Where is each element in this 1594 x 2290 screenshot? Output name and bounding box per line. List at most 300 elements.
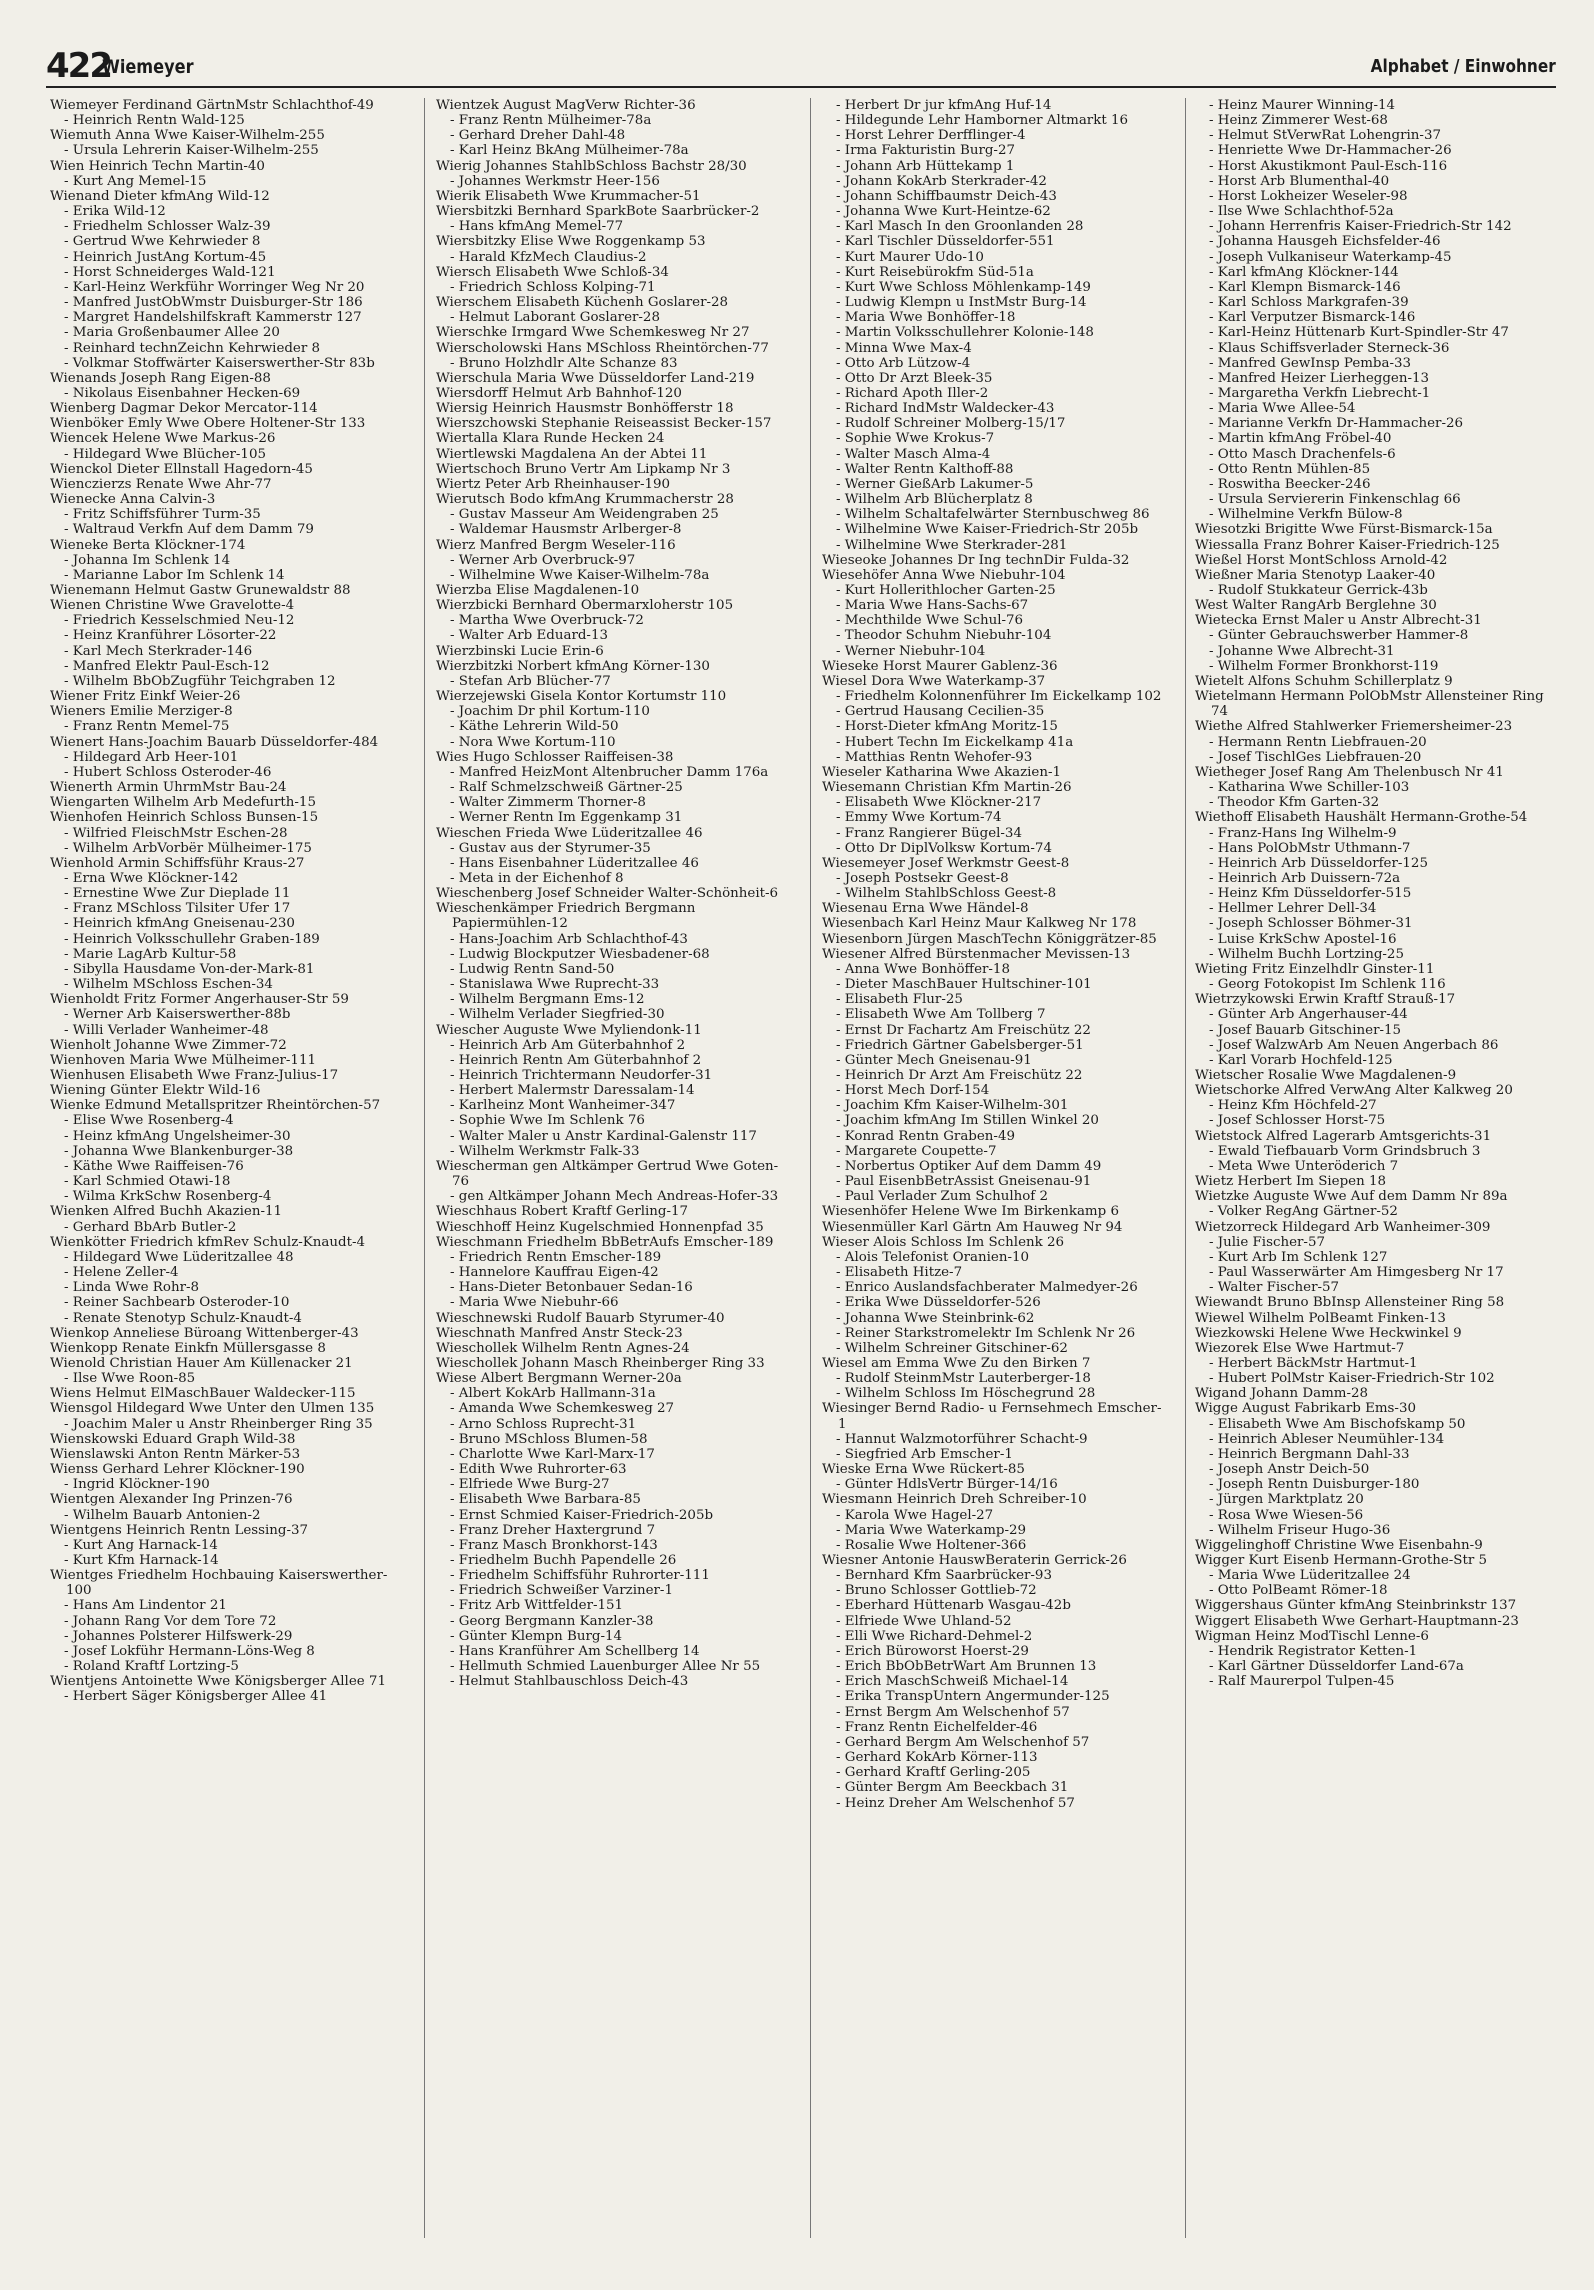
directory-entry: - Nora Wwe Kortum-110 [450, 734, 616, 750]
directory-entry: - Maria Wwe Allee-54 [1209, 401, 1356, 417]
directory-entry: Wiessalla Franz Bohrer Kaiser-Friedrich-125 [1195, 537, 1500, 553]
directory-entry: - Horst Akustikmont Paul-Esch-116 [1209, 158, 1448, 174]
directory-entry: Wietscher Rosalie Wwe Magdalenen-9 [1195, 1068, 1457, 1083]
directory-entry: - Kurt Wwe Schloss Möhlenkamp-149 [836, 279, 1091, 295]
directory-entry: - Otto PolBeamt Römer-18 [1209, 1583, 1388, 1599]
directory-entry: Wierzbicki Bernhard Obermarxloherstr 105 [436, 598, 734, 614]
directory-entry: - Heinrich Dr Arzt Am Freischütz 22 [836, 1068, 1083, 1083]
directory-entry: Wiertlewski Magdalena An der Abtei 11 [436, 446, 708, 462]
directory-entry: Wienslawski Anton Rentn Märker-53 [50, 1446, 301, 1462]
directory-entry: - Manfred Elektr Paul-Esch-12 [64, 658, 270, 674]
directory-entry: - Friedrich Kesselschmied Neu-12 [64, 613, 295, 629]
directory-entry: - Helene Zeller-4 [64, 1265, 179, 1281]
directory-entry: - Ilse Wwe Roon-85 [64, 1371, 196, 1387]
directory-entry: - Roland Kraftf Lortzing-5 [64, 1659, 239, 1675]
directory-entry: - Nikolaus Eisenbahner Hecken-69 [64, 385, 301, 401]
directory-entry: - Ludwig Blockputzer Wiesbadener-68 [450, 946, 710, 962]
directory-entry: Wienholdt Fritz Former Angerhauser-Str 59 [50, 992, 349, 1008]
directory-entry: - Werner Arb Overbruck-97 [450, 552, 636, 568]
directory-entry: - Günter HdlsVertr Bürger-14/16 [836, 1477, 1058, 1493]
directory-entry: - Hans kfmAng Memel-77 [450, 219, 624, 235]
directory-entry: Wiesener Alfred Bürstenmacher Mevissen-13 [822, 946, 1131, 962]
page-header [46, 46, 1556, 88]
directory-entry: - Erna Wwe Klöckner-142 [64, 870, 239, 886]
directory-entry: - Ralf Maurerpol Tulpen-45 [1209, 1674, 1395, 1690]
directory-entry: Wiertalla Klara Runde Hecken 24 [436, 431, 665, 447]
directory-entry: - Franz Dreher Haxtergrund 7 [450, 1522, 656, 1538]
directory-entry: Wiese Albert Bergmann Werner-20a [436, 1371, 682, 1387]
directory-entry: - Waltraud Verkfn Auf dem Damm 79 [64, 522, 314, 538]
directory-entry: - Charlotte Wwe Karl-Marx-17 [450, 1446, 655, 1462]
directory-entry: - Richard IndMstr Waldecker-43 [836, 401, 1055, 417]
directory-entry: - Hellmer Lehrer Dell-34 [1209, 901, 1377, 917]
directory-entry: - Karl kfmAng Klöckner-144 [1209, 264, 1399, 280]
directory-entry: - Paul Wasserwärter Am Himgesberg Nr 17 [1209, 1265, 1504, 1281]
directory-entry: - Kurt Reisebürokfm Süd-51a [836, 264, 1034, 280]
directory-entry: - Helmut Laborant Goslarer-28 [450, 310, 660, 326]
directory-entry: - Konrad Rentn Graben-49 [836, 1128, 1015, 1144]
directory-entry: - Maria Großenbaumer Allee 20 [64, 325, 280, 341]
directory-entry: - Erika Wild-12 [64, 204, 166, 220]
directory-entry: Wießner Maria Stenotyp Laaker-40 [1195, 567, 1436, 583]
directory-entry: - Friedhelm Schlosser Walz-39 [64, 219, 271, 235]
directory-entry: - Harald KfzMech Claudius-2 [450, 249, 647, 265]
directory-entry: - Johanna Wwe Steinbrink-62 [836, 1310, 1035, 1326]
directory-entry: - Elisabeth Wwe Am Tollberg 7 [836, 1007, 1046, 1023]
directory-entry: - Volker RegAng Gärtner-52 [1209, 1204, 1398, 1220]
directory-entry: - Gustav aus der Styrumer-35 [450, 840, 651, 856]
directory-column-1 [50, 98, 395, 2248]
directory-entry: - Otto Dr DiplVolksw Kortum-74 [836, 840, 1052, 856]
directory-entry: Wienke Edmund Metallspritzer Rheintörchen-57 [50, 1098, 381, 1114]
directory-entry: Wienböker Emly Wwe Obere Holtener-Str 133 [50, 416, 366, 432]
directory-entry: - Alois Telefonist Oranien-10 [836, 1249, 1030, 1265]
directory-entry: - Elise Wwe Rosenberg-4 [64, 1113, 234, 1129]
directory-entry: Wienskowski Eduard Graph Wild-38 [50, 1431, 296, 1447]
directory-entry: - Ernst Bergm Am Welschenhof 57 [836, 1704, 1070, 1720]
directory-entry: Wientzek August MagVerw Richter-36 [436, 98, 696, 113]
directory-entry: - Elli Wwe Richard-Dehmel-2 [836, 1628, 1033, 1644]
directory-entry: Wiensgol Hildegard Wwe Unter den Ulmen 135 [50, 1401, 375, 1417]
directory-entry: - Wilhelm Schloss Im Höschegrund 28 [836, 1386, 1096, 1402]
directory-entry: - Norbertus Optiker Auf dem Damm 49 [836, 1158, 1102, 1174]
directory-entry: Wierz Manfred Bergm Weseler-116 [436, 537, 676, 553]
directory-entry: - Heinz Zimmerer West-68 [1209, 113, 1388, 129]
directory-entry: Wietzorreck Hildegard Arb Wanheimer-309 [1195, 1219, 1491, 1235]
directory-entry: - Horst-Dieter kfmAng Moritz-15 [836, 719, 1058, 735]
directory-entry: - Joseph Vulkaniseur Waterkamp-45 [1209, 249, 1452, 265]
directory-entry: - Kurt Ang Memel-15 [64, 173, 207, 189]
directory-entry: - Rosa Wwe Wiesen-56 [1209, 1507, 1364, 1523]
directory-entry: - Franz-Hans Ing Wilhelm-9 [1209, 825, 1397, 841]
directory-entry: - Horst Schneiderges Wald-121 [64, 264, 276, 280]
directory-entry: - Friedrich Schloss Kolping-71 [450, 279, 656, 295]
directory-entry: - Friedrich Schweißer Varziner-1 [450, 1583, 673, 1599]
directory-entry: Wienands Joseph Rang Eigen-88 [50, 370, 271, 386]
directory-entry: - Maria Wwe Hans-Sachs-67 [836, 598, 1029, 614]
directory-entry: - Fritz Schiffsführer Turm-35 [64, 507, 261, 523]
directory-entry: - Margret Handelshilfskraft Kammerstr 127 [64, 310, 362, 326]
directory-entry: - Ilse Wwe Schlachthof-52a [1209, 204, 1394, 220]
directory-entry: West Walter RangArb Berglehne 30 [1195, 598, 1437, 614]
directory-entry: Wieschmann Friedhelm BbBetrAufs Emscher-189 [436, 1234, 774, 1250]
directory-entry: Wiemuth Anna Wwe Kaiser-Wilhelm-255 [50, 128, 325, 144]
directory-entry: - Käthe Wwe Raiffeisen-76 [64, 1158, 244, 1174]
directory-entry: Wierik Elisabeth Wwe Krummacher-51 [436, 188, 701, 204]
directory-entry: Wieschnath Manfred Anstr Steck-23 [436, 1325, 683, 1341]
directory-entry: - Karlheinz Mont Wanheimer-347 [450, 1098, 676, 1114]
directory-entry: Wiethe Alfred Stahlwerker Friemersheimer-23 [1195, 719, 1513, 735]
directory-entry: - Hendrik Registrator Ketten-1 [1209, 1643, 1418, 1659]
directory-entry: Wieske Erna Wwe Rückert-85 [822, 1462, 1025, 1478]
directory-entry: - Horst Arb Blumenthal-40 [1209, 173, 1390, 189]
directory-entry: - Wilfried FleischMstr Eschen-28 [64, 825, 288, 841]
directory-entry: Wiersbitzki Bernhard SparkBote Saarbrücker-2 [436, 204, 760, 220]
directory-entry: - Herbert Malermstr Daressalam-14 [450, 1083, 695, 1099]
directory-entry: - Werner Rentn Im Eggenkamp 31 [450, 810, 683, 826]
directory-entry: Wienhofen Heinrich Schloss Bunsen-15 [50, 810, 319, 826]
directory-entry: Wiesemeyer Josef Werkmstr Geest-8 [822, 855, 1070, 871]
directory-entry: - Werner Arb Kaiserswerther-88b [64, 1007, 291, 1023]
directory-entry: Wiggershaus Günter kfmAng Steinbrinkstr 137 [1195, 1598, 1517, 1614]
directory-entry: - Gerhard Kraftf Gerling-205 [836, 1765, 1031, 1781]
directory-entry: Wiersch Elisabeth Wwe Schloß-34 [436, 264, 669, 280]
directory-entry: Wiersbitzky Elise Wwe Roggenkamp 53 [436, 234, 706, 250]
directory-entry: - Arno Schloss Ruprecht-31 [450, 1416, 637, 1432]
directory-entry: - Karl Vorarb Hochfeld-125 [1209, 1052, 1393, 1068]
directory-entry: - Otto Arb Lützow-4 [836, 355, 971, 371]
directory-entry: - Hildegard Wwe Lüderitzallee 48 [64, 1249, 294, 1265]
directory-entry: Wietelmann Hermann PolObMstr Allensteiner Ring 74 [1195, 689, 1544, 720]
directory-entry: - Heinrich Arb Düsseldorfer-125 [1209, 855, 1428, 871]
directory-entry: - Albert KokArb Hallmann-31a [450, 1386, 656, 1402]
directory-entry: - Wilhelm Friseur Hugo-36 [1209, 1522, 1391, 1538]
directory-entry: - Kurt Kfm Harnack-14 [64, 1553, 219, 1568]
directory-entry: - Joseph Anstr Deich-50 [1209, 1462, 1370, 1478]
directory-entry: - Josef Bauarb Gitschiner-15 [1209, 1022, 1402, 1038]
directory-column-3 [822, 98, 1167, 2248]
directory-entry: - Willi Verlader Wanheimer-48 [64, 1022, 269, 1038]
directory-entry: - Volkmar Stoffwärter Kaiserswerther-Str 83b [64, 355, 375, 371]
directory-entry: - Hans Kranführer Am Schellberg 14 [450, 1643, 700, 1659]
directory-entry: Wiesel Dora Wwe Waterkamp-37 [822, 673, 1046, 689]
directory-entry: - Ursula Lehrerin Kaiser-Wilhelm-255 [64, 143, 319, 159]
directory-entry: - Hans Eisenbahner Lüderitzallee 46 [450, 855, 699, 871]
directory-entry: Wiesehöfer Anna Wwe Niebuhr-104 [822, 567, 1066, 583]
directory-entry: - Maria Wwe Bonhöffer-18 [836, 310, 1016, 326]
directory-entry: - Otto Rentn Mühlen-85 [1209, 461, 1371, 477]
directory-entry: - Walter Maler u Anstr Kardinal-Galenstr 117 [450, 1128, 757, 1144]
directory-entry: - Wilhelmine Wwe Sterkrader-281 [836, 537, 1068, 553]
directory-entry: - gen Altkämper Johann Mech Andreas-Hofer-33 [450, 1189, 779, 1205]
directory-entry: - Maria Wwe Lüderitzallee 24 [1209, 1568, 1411, 1584]
directory-entry: Wieschhoff Heinz Kugelschmied Honnenpfad 35 [436, 1219, 764, 1235]
directory-entry: - Karl Heinz BkAng Mülheimer-78a [450, 143, 689, 159]
directory-entry: - Martin Volksschullehrer Kolonie-148 [836, 325, 1094, 341]
directory-entry: - Manfred HeizMont Altenbrucher Damm 176a [450, 764, 769, 780]
directory-entry: - Irma Fakturistin Burg-27 [836, 143, 1015, 159]
directory-column-2 [436, 98, 781, 2248]
directory-entry: - Heinrich Rentn Wald-125 [64, 113, 245, 129]
directory-entry: - Bernhard Kfm Saarbrücker-93 [836, 1568, 1052, 1584]
directory-entry: - Linda Wwe Rohr-8 [64, 1280, 200, 1296]
directory-entry: - Karl Verputzer Bismarck-146 [1209, 310, 1416, 326]
directory-entry: - Manfred JustObWmstr Duisburger-Str 186 [64, 295, 363, 311]
directory-entry: - Siegfried Arb Emscher-1 [836, 1446, 1013, 1462]
directory-entry: Wienen Christine Wwe Gravelotte-4 [50, 598, 295, 614]
directory-entry: Wieschenkämper Friedrich Bergmann Papiermühlen-12 [436, 901, 696, 932]
directory-entry: - Heinrich Arb Duissern-72a [1209, 870, 1401, 886]
directory-entry: - Günter Gebrauchswerber Hammer-8 [1209, 628, 1469, 644]
directory-entry: - Hans-Joachim Arb Schlachthof-43 [450, 931, 688, 947]
directory-entry: Wieschnewski Rudolf Bauarb Styrumer-40 [436, 1310, 725, 1326]
directory-entry: Wieseoke Johannes Dr Ing technDir Fulda-32 [822, 552, 1130, 568]
directory-entry: - Eberhard Hüttenarb Wasgau-42b [836, 1598, 1071, 1614]
directory-entry: - Heinz Kfm Düsseldorfer-515 [1209, 886, 1412, 902]
directory-entry: Wienholt Johanne Wwe Zimmer-72 [50, 1037, 287, 1053]
directory-entry: - Gerhard Bergm Am Welschenhof 57 [836, 1734, 1090, 1750]
directory-entry: - Heinz kfmAng Ungelsheimer-30 [64, 1128, 291, 1144]
directory-entry: - Meta in der Eichenhof 8 [450, 870, 624, 886]
directory-entry: - Hildegunde Lehr Hamborner Altmarkt 16 [836, 113, 1128, 129]
directory-entry: Wiengarten Wilhelm Arb Medefurth-15 [50, 795, 316, 811]
directory-entry: Wiescher Auguste Wwe Myliendonk-11 [436, 1022, 702, 1038]
directory-entry: - Franz Rangierer Bügel-34 [836, 825, 1022, 841]
directory-entry: - Ludwig Rentn Sand-50 [450, 961, 615, 977]
directory-entry: - Theodor Schuhm Niebuhr-104 [836, 628, 1052, 644]
directory-entry: Wienhold Armin Schiffsführ Kraus-27 [50, 855, 305, 871]
directory-entry: Wiesenau Erna Wwe Händel-8 [822, 901, 1029, 917]
directory-entry: Wienken Alfred Buchh Akazien-11 [50, 1204, 283, 1220]
directory-entry: - Hubert PolMstr Kaiser-Friedrich-Str 102 [1209, 1371, 1495, 1387]
directory-entry: Wieschollek Johann Masch Rheinberger Ring 33 [436, 1355, 765, 1371]
directory-entry: - Rudolf Schreiner Molberg-15/17 [836, 416, 1066, 432]
directory-entry: - Hans Am Lindentor 21 [64, 1598, 227, 1614]
directory-entry: Wienand Dieter kfmAng Wild-12 [50, 188, 270, 204]
directory-entry: Wientjens Antoinette Wwe Königsberger Allee 71 [50, 1674, 386, 1690]
directory-entry: - Renate Stenotyp Schulz-Knaudt-4 [64, 1310, 302, 1326]
directory-entry: Wientgens Heinrich Rentn Lessing-37 [50, 1522, 309, 1538]
directory-entry: - Edith Wwe Ruhrorter-63 [450, 1462, 627, 1478]
directory-entry: - Johann Schiffbaumstr Deich-43 [836, 188, 1057, 204]
directory-entry: - Wilhelm MSchloss Eschen-34 [64, 977, 273, 993]
directory-entry: Wieschen Frieda Wwe Lüderitzallee 46 [436, 825, 703, 841]
directory-entry: - Gerhard Dreher Dahl-48 [450, 128, 626, 144]
directory-entry: - Wilhelm Schaltafelwärter Sternbuschweg 86 [836, 507, 1150, 523]
directory-entry: - Karl Schloss Markgrafen-39 [1209, 295, 1409, 311]
directory-entry: - Josef TischlGes Liebfrauen-20 [1209, 749, 1422, 765]
directory-entry: Wierschem Elisabeth Küchenh Goslarer-28 [436, 295, 729, 311]
directory-entry: - Wilhelm StahlbSchloss Geest-8 [836, 886, 1057, 902]
directory-entry: - Reinhard technZeichn Kehrwieder 8 [64, 340, 321, 356]
directory-entry: - Heinrich Arb Am Güterbahnhof 2 [450, 1037, 686, 1053]
directory-entry: - Franz Rentn Memel-75 [64, 719, 230, 735]
directory-entry: - Joseph Rentn Duisburger-180 [1209, 1477, 1420, 1493]
directory-entry: - Hannelore Kauffrau Eigen-42 [450, 1265, 659, 1281]
directory-entry: Wierscholowski Hans MSchloss Rheintörchen-77 [436, 340, 769, 356]
directory-entry: Wietstock Alfred Lagerarb Amtsgerichts-31 [1195, 1128, 1492, 1144]
section-title: Alphabet / Einwohner [1370, 56, 1556, 77]
directory-entry: - Meta Wwe Unteröderich 7 [1209, 1158, 1399, 1174]
directory-entry: Wiezkowski Helene Wwe Heckwinkel 9 [1195, 1325, 1462, 1341]
directory-entry: Wieners Emilie Merziger-8 [50, 704, 233, 720]
directory-entry: - Joachim Kfm Kaiser-Wilhelm-301 [836, 1098, 1069, 1114]
directory-entry: Wiezorek Else Wwe Hartmut-7 [1195, 1340, 1405, 1356]
directory-entry: - Johanne Wwe Albrecht-31 [1209, 643, 1395, 659]
column-divider [1185, 98, 1186, 2238]
directory-entry: Wietheger Josef Rang Am Thelenbusch Nr 41 [1195, 764, 1504, 780]
directory-entry: - Kurt Arb Im Schlenk 127 [1209, 1249, 1388, 1265]
directory-entry: Wientgen Alexander Ing Prinzen-76 [50, 1492, 293, 1508]
directory-entry: - Fritz Arb Wittfelder-151 [450, 1598, 624, 1614]
directory-entry: Wiewel Wilhelm PolBeamt Finken-13 [1195, 1310, 1446, 1326]
directory-entry: - Joseph Schlosser Böhmer-31 [1209, 916, 1413, 932]
directory-entry: - Paul Verlader Zum Schulhof 2 [836, 1189, 1049, 1205]
directory-entry: - Heinrich Bergmann Dahl-33 [1209, 1446, 1410, 1462]
directory-entry: Wiesenhöfer Helene Wwe Im Birkenkamp 6 [822, 1204, 1119, 1220]
directory-entry: - Günter Bergm Am Beeckbach 31 [836, 1780, 1069, 1796]
directory-entry: - Hans PolObMstr Uthmann-7 [1209, 840, 1411, 856]
directory-entry: Wieting Fritz Einzelhdlr Ginster-11 [1195, 961, 1435, 977]
directory-entry: - Wilma KrkSchw Rosenberg-4 [64, 1189, 272, 1205]
directory-entry: Wiggert Elisabeth Wwe Gerhart-Hauptmann-23 [1195, 1613, 1519, 1629]
directory-entry: Wießel Horst MontSchloss Arnold-42 [1195, 552, 1448, 568]
directory-entry: - Elisabeth Flur-25 [836, 992, 963, 1008]
directory-entry: - Walter Rentn Kalthoff-88 [836, 461, 1014, 477]
directory-entry: Wietecka Ernst Maler u Anstr Albrecht-31 [1195, 613, 1482, 629]
directory-entry: - Helmut StVerwRat Lohengrin-37 [1209, 128, 1441, 144]
directory-entry: Wieschhaus Robert Kraftf Gerling-17 [436, 1204, 689, 1220]
directory-entry: Wienss Gerhard Lehrer Klöckner-190 [50, 1462, 305, 1478]
directory-entry: - Erich Büroworst Hoerst-29 [836, 1643, 1029, 1659]
directory-entry: - Georg Fotokopist Im Schlenk 116 [1209, 977, 1446, 993]
directory-entry: Wienhusen Elisabeth Wwe Franz-Julius-17 [50, 1068, 339, 1083]
directory-entry: - Ernestine Wwe Zur Dieplade 11 [64, 886, 291, 902]
directory-entry: - Hubert Schloss Osteroder-46 [64, 764, 272, 780]
directory-entry: - Roswitha Beecker-246 [1209, 476, 1371, 492]
directory-entry: - Wilhelm Werkmstr Falk-33 [450, 1143, 640, 1159]
directory-entry: - Johann Herrenfris Kaiser-Friedrich-Str 142 [1209, 219, 1512, 235]
directory-entry: - Hellmuth Schmied Lauenburger Allee Nr 55 [450, 1659, 761, 1675]
directory-entry: - Reiner Sachbearb Osteroder-10 [64, 1295, 290, 1311]
directory-entry: - Friedhelm Schiffsführ Ruhrorter-111 [450, 1568, 710, 1584]
directory-entry: - Erika TranspUntern Angermunder-125 [836, 1689, 1110, 1705]
directory-entry: Wierzejewski Gisela Kontor Kortumstr 110 [436, 689, 727, 705]
directory-entry: - Karola Wwe Hagel-27 [836, 1507, 994, 1523]
directory-entry: Wietschorke Alfred VerwAng Alter Kalkweg 20 [1195, 1083, 1513, 1099]
directory-entry: - Richard Apoth Iller-2 [836, 385, 989, 401]
directory-entry: - Walter Masch Alma-4 [836, 446, 991, 462]
directory-entry: Wienecke Anna Calvin-3 [50, 492, 216, 508]
directory-entry: Wiesner Antonie HauswBeraterin Gerrick-26 [822, 1553, 1127, 1568]
directory-entry: - Stefan Arb Blücher-77 [450, 673, 611, 689]
directory-entry: - Erich BbObBetrWart Am Brunnen 13 [836, 1659, 1097, 1675]
directory-entry: - Horst Mech Dorf-154 [836, 1083, 990, 1099]
directory-entry: Wiesel am Emma Wwe Zu den Birken 7 [822, 1355, 1091, 1371]
directory-entry: Wieschollek Wilhelm Rentn Agnes-24 [436, 1340, 690, 1356]
directory-entry: - Ernst Schmied Kaiser-Friedrich-205b [450, 1507, 714, 1523]
directory-entry: - Elisabeth Hitze-7 [836, 1265, 963, 1281]
directory-entry: - Ingrid Klöckner-190 [64, 1477, 210, 1493]
directory-entry: - Heinrich Ableser Neumühler-134 [1209, 1431, 1445, 1447]
directory-entry: - Otto Dr Arzt Bleek-35 [836, 370, 993, 386]
directory-entry: - Ernst Dr Fachartz Am Freischütz 22 [836, 1022, 1091, 1038]
directory-entry: - Bruno MSchloss Blumen-58 [450, 1431, 648, 1447]
page-number: 422 [46, 46, 111, 86]
directory-entry: Wiesinger Bernd Radio- u Fernsehmech Emscher-1 [822, 1401, 1162, 1432]
directory-entry: - Kurt Ang Harnack-14 [64, 1537, 218, 1553]
directory-entry: - Theodor Kfm Garten-32 [1209, 795, 1380, 811]
directory-entry: - Josef Schlosser Horst-75 [1209, 1113, 1386, 1129]
directory-entry: - Friedrich Rentn Emscher-189 [450, 1249, 662, 1265]
directory-entry: - Kurt Maurer Udo-10 [836, 249, 984, 265]
directory-entry: - Martha Wwe Overbruck-72 [450, 613, 644, 629]
directory-entry: Wieschenberg Josef Schneider Walter-Schönheit-6 [436, 886, 779, 902]
directory-entry: Wietrzykowski Erwin Kraftf Strauß-17 [1195, 992, 1456, 1008]
directory-entry: - Horst Lehrer Derfflinger-4 [836, 128, 1026, 144]
directory-entry: - Maria Wwe Niebuhr-66 [450, 1295, 619, 1311]
directory-entry: Wiens Helmut ElMaschBauer Waldecker-115 [50, 1386, 356, 1402]
directory-entry: Wieseke Horst Maurer Gablenz-36 [822, 658, 1058, 674]
directory-entry: - Mechthilde Wwe Schul-76 [836, 613, 1024, 629]
directory-entry: - Henriette Wwe Dr-Hammacher-26 [1209, 143, 1452, 159]
directory-entry: - Johanna Wwe Kurt-Heintze-62 [836, 204, 1051, 220]
directory-entry: Wiesenbach Karl Heinz Maur Kalkweg Nr 178 [822, 916, 1137, 932]
directory-entry: Wiewandt Bruno BbInsp Allensteiner Ring 58 [1195, 1295, 1505, 1311]
directory-entry: - Wilhelm Arb Blücherplatz 8 [836, 492, 1033, 508]
directory-entry: - Johann Rang Vor dem Tore 72 [64, 1613, 277, 1629]
directory-entry: - Margarete Coupette-7 [836, 1143, 997, 1159]
directory-entry: - Wilhelm Bergmann Ems-12 [450, 992, 645, 1008]
directory-entry: - Gertrud Wwe Kehrwieder 8 [64, 234, 261, 250]
directory-entry: - Karl-Heinz Werkführ Worringer Weg Nr 20 [64, 279, 365, 295]
directory-entry: - Elisabeth Wwe Klöckner-217 [836, 795, 1042, 811]
directory-entry: - Gerhard BbArb Butler-2 [64, 1219, 237, 1235]
directory-entry: - Bruno Schlosser Gottlieb-72 [836, 1583, 1037, 1599]
directory-entry: Wieseler Katharina Wwe Akazien-1 [822, 764, 1062, 780]
directory-entry: - Karl-Heinz Hüttenarb Kurt-Spindler-Str 47 [1209, 325, 1509, 341]
directory-entry: - Gertrud Hausang Cecilien-35 [836, 704, 1045, 720]
directory-entry: Wietelt Alfons Schuhm Schillerplatz 9 [1195, 673, 1453, 689]
directory-entry: - Matthias Rentn Wehofer-93 [836, 749, 1033, 765]
directory-entry: - Emmy Wwe Kortum-74 [836, 810, 1002, 826]
directory-entry: Wierschke Irmgard Wwe Schemkesweg Nr 27 [436, 325, 750, 341]
directory-entry: - Rudolf Stukkateur Gerrick-43b [1209, 583, 1428, 598]
directory-entry: - Joachim kfmAng Im Stillen Winkel 20 [836, 1113, 1099, 1129]
directory-entry: - Reiner Starkstromelektr Im Schlenk Nr 26 [836, 1325, 1136, 1341]
directory-entry: - Günter Mech Gneisenau-91 [836, 1052, 1032, 1068]
directory-entry: - Johannes Polsterer Hilfswerk-29 [64, 1628, 293, 1644]
directory-entry: - Georg Bergmann Kanzler-38 [450, 1613, 654, 1629]
directory-entry: - Heinz Kfm Höchfeld-27 [1209, 1098, 1377, 1114]
directory-entry: - Martin kfmAng Fröbel-40 [1209, 431, 1392, 447]
directory-entry: - Herbert Dr jur kfmAng Huf-14 [836, 98, 1052, 113]
directory-entry: Wienkötter Friedrich kfmRev Schulz-Knaudt-4 [50, 1234, 366, 1250]
directory-entry: - Johann KokArb Sterkrader-42 [836, 173, 1047, 189]
directory-entry: - Heinz Dreher Am Welschenhof 57 [836, 1795, 1075, 1811]
directory-entry: Wigger Kurt Eisenb Hermann-Grothe-Str 5 [1195, 1553, 1488, 1568]
directory-entry: Wiersig Heinrich Hausmstr Bonhöfferstr 18 [436, 401, 734, 417]
directory-entry: - Manfred Heizer Lierheggen-13 [1209, 370, 1430, 386]
directory-entry: Wiethoff Elisabeth Haushält Hermann-Grothe-54 [1195, 810, 1528, 826]
directory-entry: - Gustav Masseur Am Weidengraben 25 [450, 507, 719, 523]
directory-entry: - Ludwig Klempn u InstMstr Burg-14 [836, 295, 1087, 311]
directory-entry: - Karl Schmied Otawi-18 [64, 1174, 231, 1190]
directory-entry: Wigge August Fabrikarb Ems-30 [1195, 1401, 1416, 1417]
directory-entry: - Walter Fischer-57 [1209, 1280, 1340, 1296]
directory-entry: - Johanna Hausgeh Eichsfelder-46 [1209, 234, 1441, 250]
directory-entry: Wiggelinghoff Christine Wwe Eisenbahn-9 [1195, 1537, 1483, 1553]
